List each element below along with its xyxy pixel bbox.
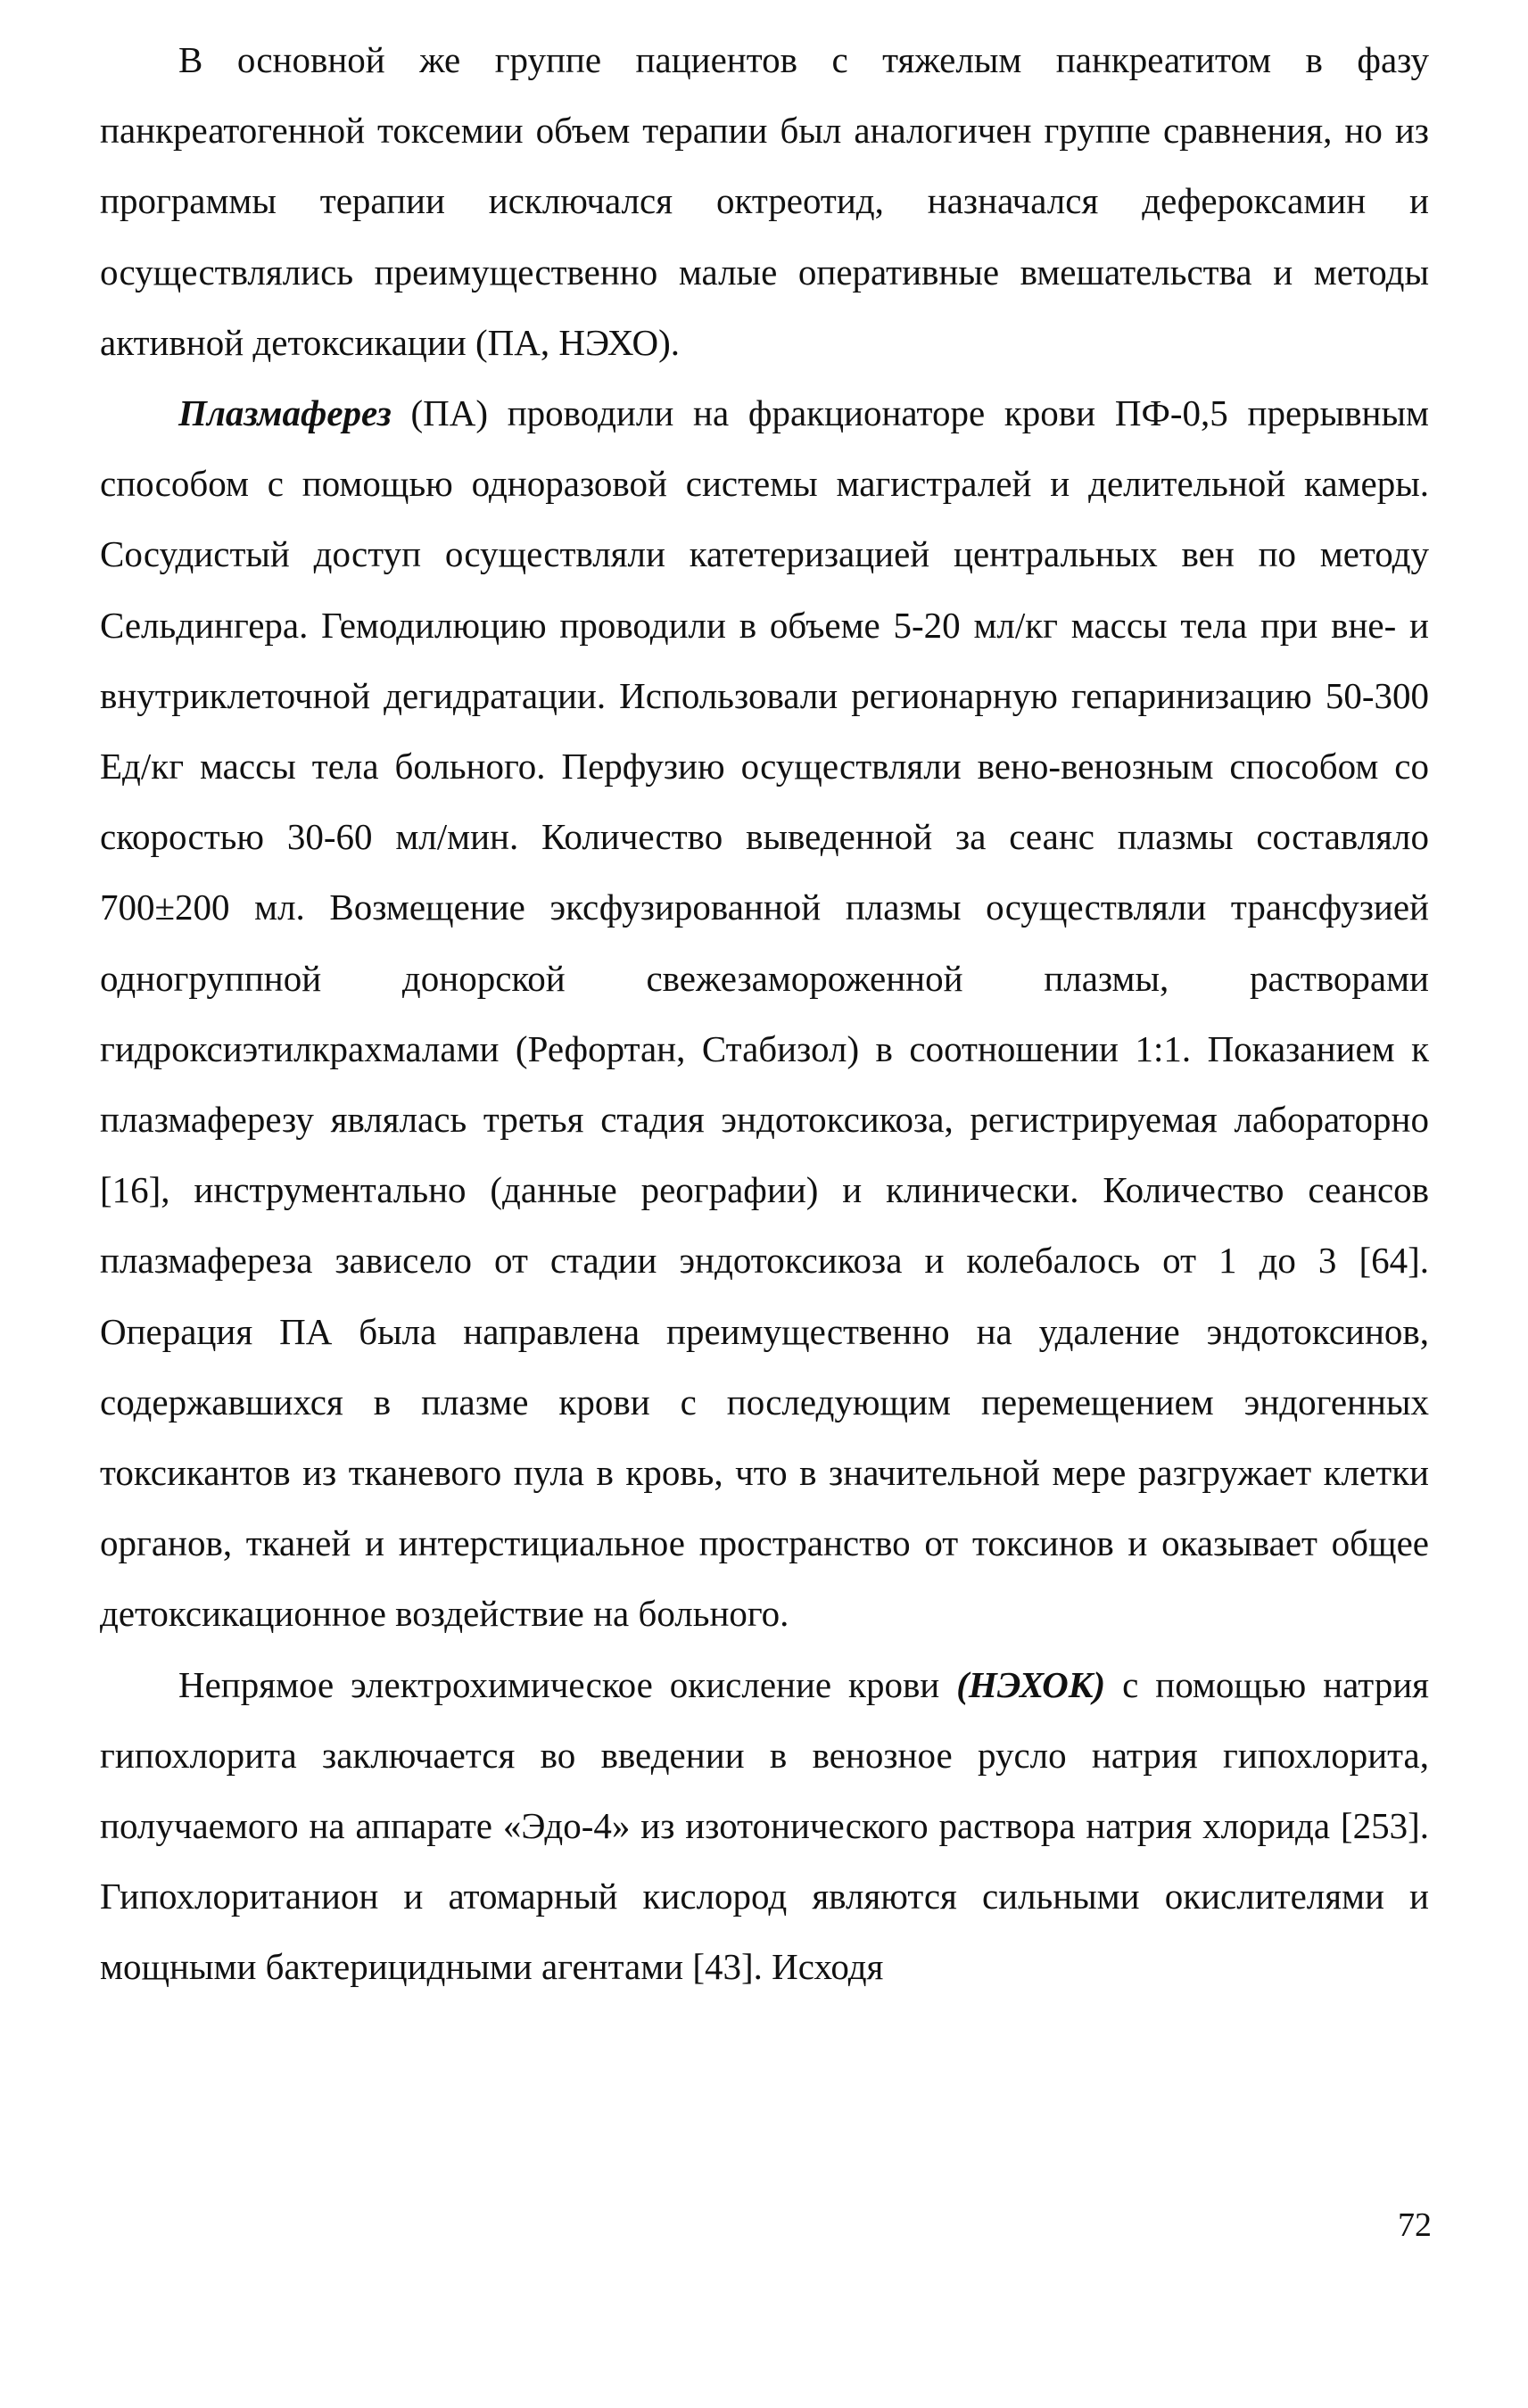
paragraph-text: В основной же группе пациентов с тяжелым панкреатитом в фазу панкреатогенной токсемии объем терапии был аналогичен группе сравнения, но из программы терапии исключался октреотид, назначался дефероксамин и осуществлялись преимущественно малые оперативные вмешательства и методы активной детоксикации (ПА, НЭХО). (100, 39, 1429, 363)
paragraph-main-group (100, 25, 1429, 378)
paragraph-text: с помощью натрия гипохлорита заключается во введении в венозное русло натрия гипохлорита, получаемого на аппарате «Эдо-4» из изотонического раствора натрия хлорида [253]. Гипохлоританион и атомарный кислород являются сильными окислителями и мощными бактерицидными агентами [43]. Исходя (100, 1663, 1429, 1988)
paragraph-text: (ПА) проводили на фракционаторе крови ПФ-0,5 прерывным способом с помощью одноразовой системы магистралей и делительной камеры. Сосудистый доступ осуществляли катетеризацией центральных вен по методу Сельдингера. Гемодилюцию проводили в объеме 5-20 мл/кг массы тела при вне- и внутриклеточной дегидратации. Использовали регионарную гепаринизацию 50-300 Ед/кг массы тела больного. Перфузию осуществляли вено-венозным способом со скоростью 30-60 мл/мин. Количество выведенной за сеанс плазмы составляло 700±200 мл. Возмещение эксфузированной плазмы осуществляли трансфузией одногруппной донорской свежезамороженной плазмы, растворами гидроксиэтилкрахмалами (Рефортан, Стабизол) в соотношении 1:1. Показанием к плазмаферезу являлась третья стадия эндотоксикоза, регистрируемая лабораторно [16], инструментально (данные реографии) и клинически. Количество сеансов плазмафереза зависело от стадии эндотоксикоза и колебалось от 1 до 3 [64]. Операция ПА была направлена преимущественно на удаление эндотоксинов, содержавшихся в плазме крови с последующим перемещением эндогенных токсикантов из тканевого пула в кровь, что в значительной мере разгружает клетки органов, тканей и интерстициальное пространство от токсинов и оказывает общее детоксикационное воздействие на больного. (100, 392, 1429, 1635)
page-number: 72 (1398, 2206, 1432, 2244)
paragraph-plasmapheresis (100, 378, 1429, 1650)
body-text (100, 25, 1429, 2003)
term-nehok: (НЭХОК) (956, 1663, 1106, 1705)
paragraph-nehok (100, 1650, 1429, 2003)
term-plasmapheresis: Плазмаферез (178, 392, 392, 434)
paragraph-text: Непрямое электрохимическое окисление крови (178, 1663, 957, 1705)
